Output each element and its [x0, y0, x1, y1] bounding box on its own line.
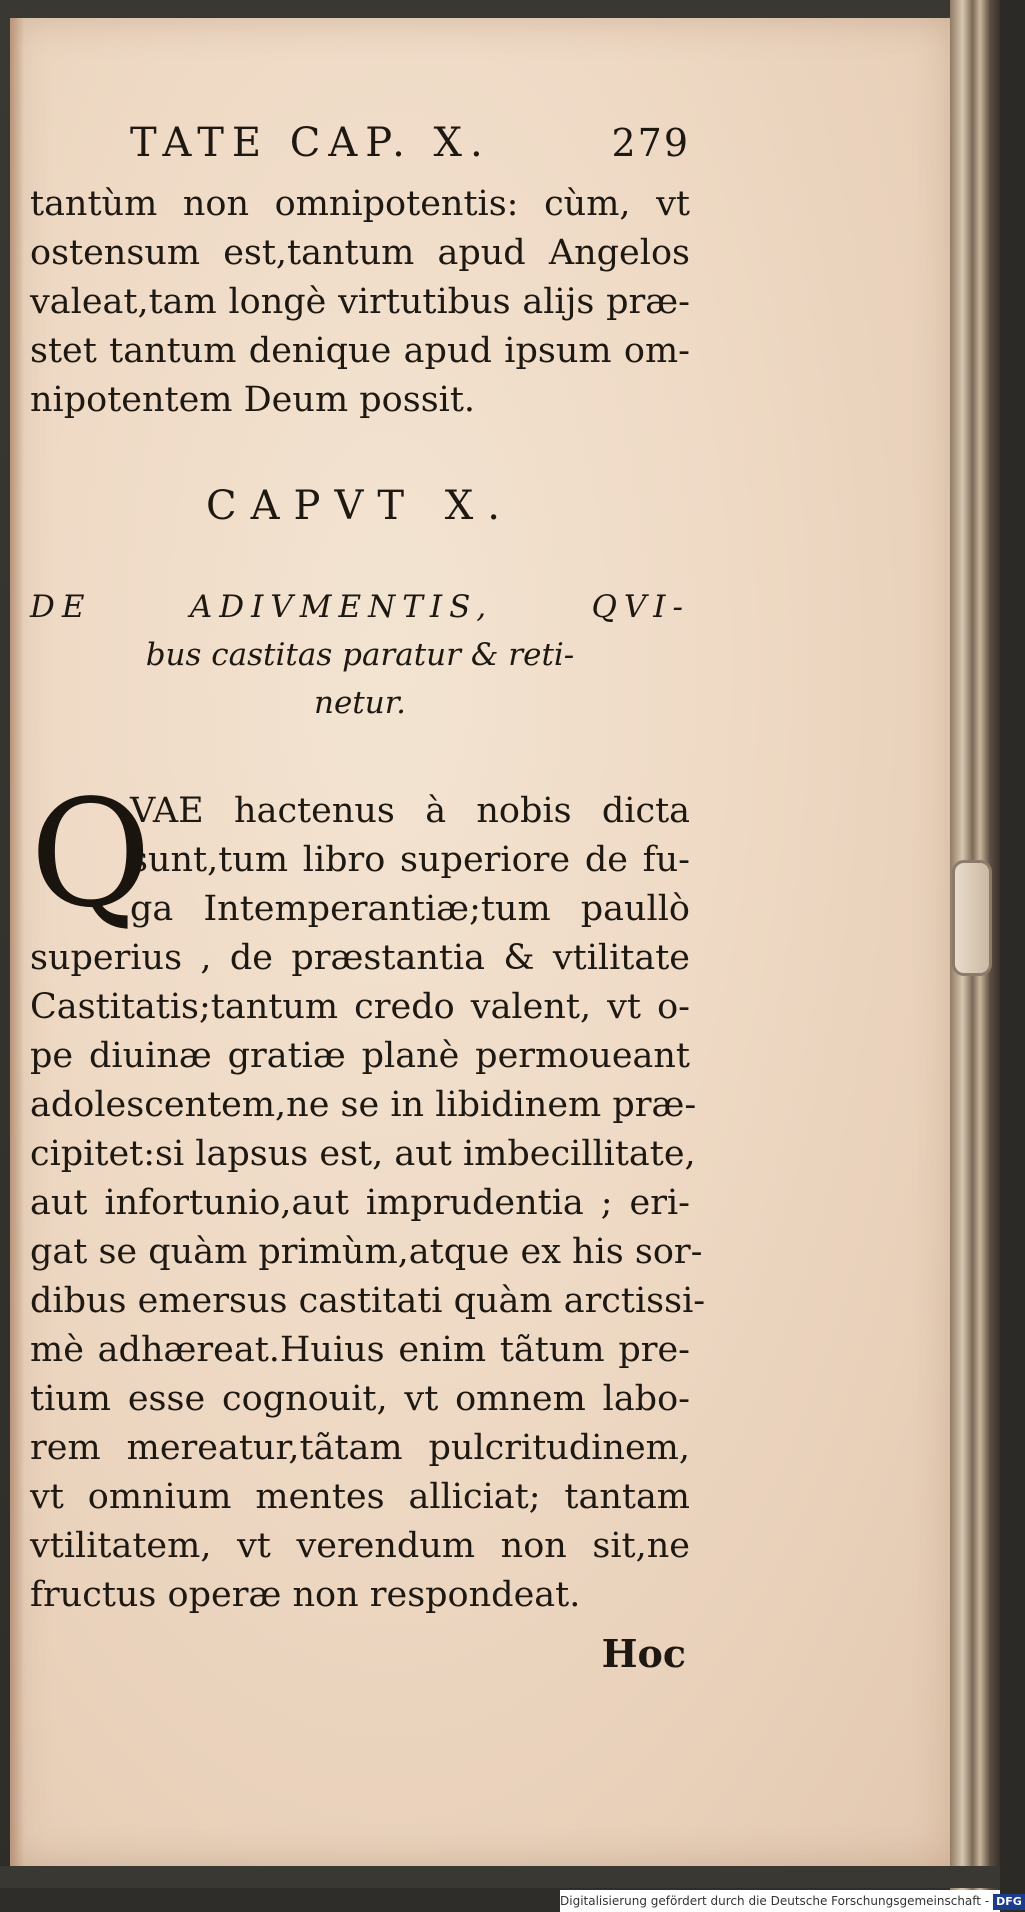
text-line: cipitet:si lapsus est, aut imbecillitate, [30, 1134, 696, 1174]
rubric-line: DE ADIVMENTIS, QVI- [30, 589, 690, 625]
bottom-frame [0, 1866, 1000, 1888]
text-line: mè adhæreat.Huius enim tãtum pre- [30, 1330, 690, 1370]
running-head [30, 120, 690, 176]
text-line: Castitatis;tantum credo valent, vt o- [30, 987, 690, 1027]
text-line: gat se quàm primùm,atque ex his sor- [30, 1232, 703, 1272]
page-gutter-shadow [10, 18, 24, 1866]
opening-paragraph [30, 180, 690, 425]
text-line: superius , de præstantia & vtilitate [30, 938, 690, 978]
digitization-credit [560, 1890, 1022, 1912]
text-line: vtilitatem, vt verendum non sit,ne [30, 1526, 690, 1566]
text-line: tantùm non omnipotentis: cùm, vt [30, 184, 690, 224]
text-line: valeat,tam longè virtutibus alijs præ- [30, 282, 690, 322]
text-line: stet tantum denique apud ipsum om- [30, 331, 690, 371]
chapter-rubric [30, 583, 690, 727]
chapter-heading: CAPVT X. [206, 483, 514, 529]
page-number: 279 [611, 121, 690, 165]
text-line: ga Intemperantiæ;tum paullò [130, 889, 690, 929]
chapter-body [30, 768, 706, 1682]
drop-initial: Q [30, 768, 152, 940]
text-line: sunt,tum libro superiore de fu- [130, 840, 690, 880]
rubric-line: bus castitas paratur & reti- [145, 637, 575, 673]
text-line: VAE hactenus à nobis dicta [130, 791, 690, 831]
text-line: adolescentem,ne se in libidinem præ- [30, 1085, 697, 1125]
text-line: pe diuinæ gratiæ planè permoueant [30, 1036, 690, 1076]
text-line: tium esse cognouit, vt omnem labo- [30, 1379, 690, 1419]
rubric-line: netur. [313, 685, 406, 721]
text-line: vt omnium mentes alliciat; tantam [30, 1477, 690, 1517]
text-line: aut infortunio,aut imprudentia ; eri- [30, 1183, 690, 1223]
page-text [30, 120, 706, 1682]
credit-text: Digitalisierung gefördert durch die Deutsche Forschungsgemeinschaft - [560, 1894, 990, 1908]
catchword: Hoc [601, 1631, 686, 1676]
text-line: nipotentem Deum possit. [30, 380, 476, 420]
show-through-facing-page [820, 165, 950, 517]
running-head-title: TATE CAP. X. [130, 120, 491, 166]
text-line: ostensum est,tantum apud Angelos [30, 233, 690, 273]
text-line: dibus emersus castitati quàm arctissi- [30, 1281, 706, 1321]
clasp-ornament [952, 860, 992, 976]
text-line: rem mereatur,tãtam pulcritudinem, [30, 1428, 690, 1468]
dfg-logo: DFG [993, 1894, 1025, 1910]
text-line: fructus operæ non respondeat. [30, 1575, 581, 1615]
